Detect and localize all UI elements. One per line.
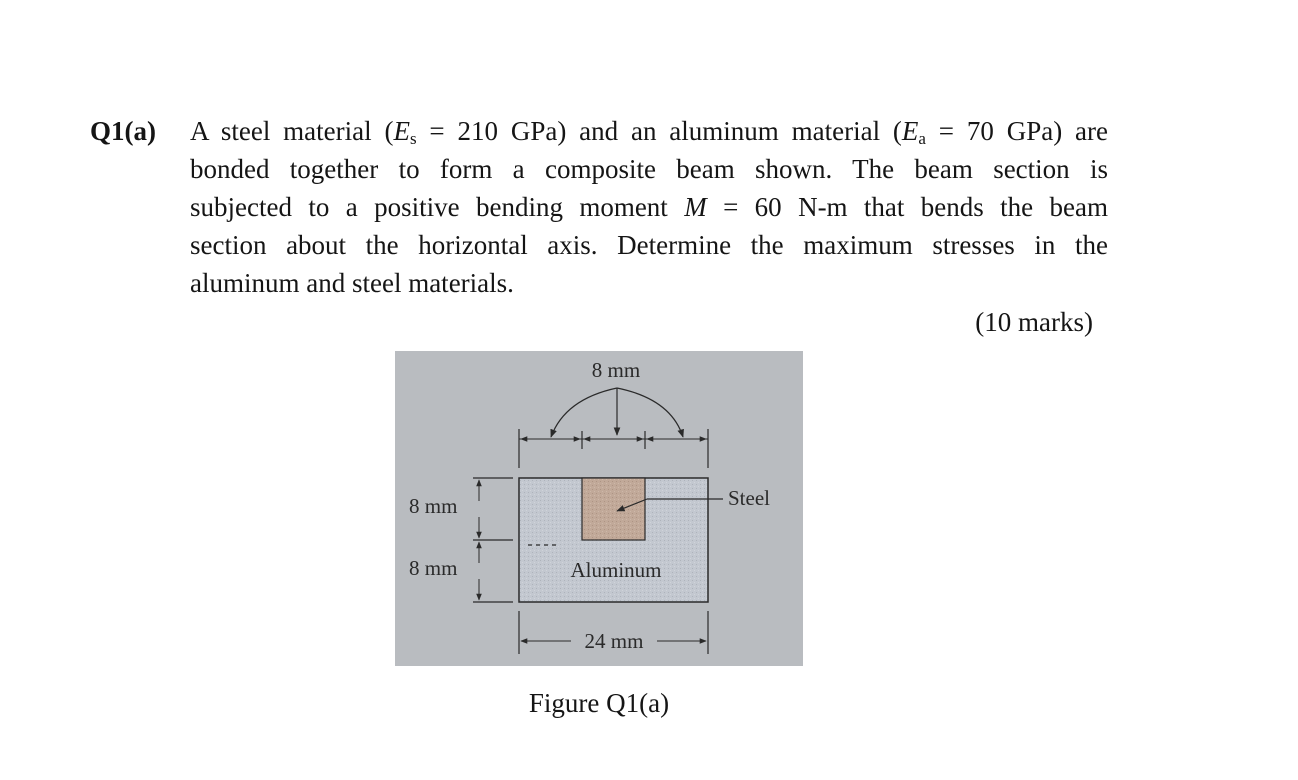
beam-figure: [395, 351, 803, 666]
aluminum-modulus-symbol: E: [901, 116, 919, 146]
figure-caption: Figure Q1(a): [528, 688, 670, 718]
question-line-2: bonded together to form a composite beam shown. The beam section is: [190, 154, 1108, 184]
top-dimension-label: 8 mm: [591, 358, 641, 382]
left-lower-dimension-label: 8 mm: [409, 556, 458, 580]
bottom-dimension-label: 24 mm: [584, 629, 644, 653]
left-upper-dimension-label: 8 mm: [409, 494, 458, 518]
steel-modulus-symbol: E: [393, 116, 410, 146]
line1-text-a: A steel material (: [190, 116, 394, 146]
aluminum-label: Aluminum: [570, 558, 662, 582]
line3-text-a: subjected to a positive bending moment: [190, 192, 685, 222]
question-line-3: [190, 188, 1108, 226]
leader-arc-left: [551, 388, 617, 437]
question-text: [190, 112, 1108, 302]
leader-arc-right: [617, 388, 683, 437]
steel-section: [582, 478, 645, 540]
steel-label: Steel: [728, 486, 770, 510]
marks-label: (10 marks): [975, 307, 1093, 337]
question-line-1: [190, 112, 1108, 150]
line3-text-b: = 60 N-m that bends the beam: [706, 192, 1109, 222]
beam-section-diagram: [395, 351, 803, 666]
question-line-4: section about the horizontal axis. Determine the maximum stresses in the: [190, 230, 1108, 260]
line1-text-c: = 70 GPa) are: [925, 116, 1108, 146]
line1-text-b: = 210 GPa) and an aluminum material (: [416, 116, 902, 146]
question-number: Q1(a): [90, 116, 156, 146]
steel-modulus-subscript: s: [409, 129, 417, 148]
moment-symbol: M: [684, 192, 707, 222]
question-line-5: aluminum and steel materials.: [190, 268, 514, 298]
aluminum-modulus-subscript: a: [918, 129, 926, 148]
